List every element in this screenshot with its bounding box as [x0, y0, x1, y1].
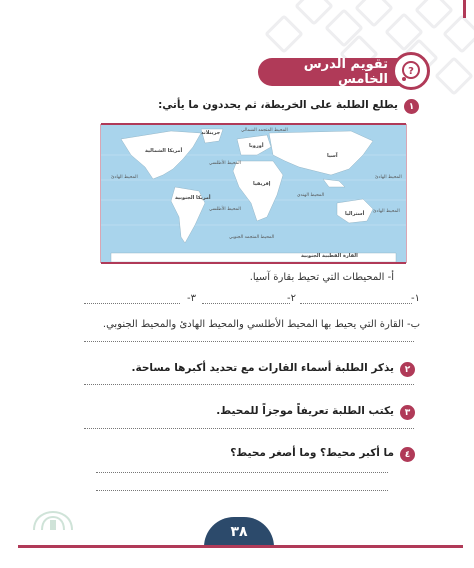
question-number-4: ٤ [400, 447, 415, 462]
map-label-atlantic-south: المحيط الأطلسي [209, 207, 241, 212]
map-label-europe: أوروبا [249, 143, 264, 149]
edge-mark [463, 0, 466, 18]
part-a-item-2: ٢- [287, 293, 296, 304]
question-thought-icon [392, 52, 430, 90]
question-number-2: ٢ [400, 362, 415, 377]
answer-line-b[interactable] [84, 341, 414, 342]
map-bottom-bar [101, 262, 406, 264]
question-3-text: يكتب الطلبة تعريفاً موجزاً للمحيط. [216, 405, 394, 417]
map-label-pacific-mid: المحيط الهادئ [373, 209, 400, 214]
answer-line-a1[interactable] [300, 303, 412, 304]
map-label-australia: أستراليا [345, 211, 365, 217]
answer-line-a3[interactable] [84, 303, 180, 304]
map-label-indian: المحيط الهندي [297, 193, 325, 198]
part-a-item-1: ١- [411, 293, 420, 304]
answer-line-q2[interactable] [84, 384, 414, 385]
map-label-southern: المحيط المتجمد الجنوبي [229, 235, 275, 240]
svg-text:?: ? [408, 66, 414, 77]
world-map [100, 124, 407, 263]
part-b-prompt: ب- القارة التي يحيط بها المحيط الأطلسي والمحيط الهادئ والمحيط الجنوبي. [102, 319, 420, 330]
question-4-text: ما أكبر محيط؟ وما أصغر محيط؟ [230, 447, 394, 459]
question-2-text: يذكر الطلبة أسماء القارات مع تحديد أكبرها مساحة. [131, 362, 394, 374]
map-label-atlantic-north: المحيط الأطلسي [209, 161, 241, 166]
ministry-logo [24, 506, 82, 536]
map-label-south-america: أمريكا الجنوبية [175, 195, 211, 201]
map-label-arctic: المحيط المتجمد الشمالي [241, 128, 288, 133]
lesson-title: تقويم الدرس الخامس [303, 57, 388, 87]
part-a-item-3: ٣- [187, 293, 196, 304]
question-1-text: يطلع الطلبة على الخريطة، ثم يحددون ما يأتي: [158, 99, 398, 111]
part-a-prompt: أ- المحيطات التي تحيط بقارة آسيا. [249, 272, 394, 283]
map-label-antarctica: القارة القطبية الجنوبية [301, 253, 358, 259]
map-label-asia: آسيا [327, 153, 338, 159]
answer-line-q4b[interactable] [96, 490, 388, 491]
page-number: ٣٨ [204, 517, 274, 547]
question-number-3: ٣ [400, 405, 415, 420]
answer-line-a2[interactable] [202, 303, 290, 304]
map-label-north-america: أمريكا الشمالية [145, 148, 183, 154]
footer-line [18, 545, 463, 548]
map-label-pacific-east: المحيط الهادئ [375, 175, 402, 180]
answer-line-q3[interactable] [84, 428, 414, 429]
map-label-africa: إفريقيا [253, 181, 271, 187]
map-label-greenland: جرينلاند [201, 130, 221, 136]
answer-line-q4a[interactable] [96, 472, 388, 473]
map-label-pacific-west: المحيط الهادئ [111, 175, 138, 180]
question-number-1: ١ [404, 99, 419, 114]
